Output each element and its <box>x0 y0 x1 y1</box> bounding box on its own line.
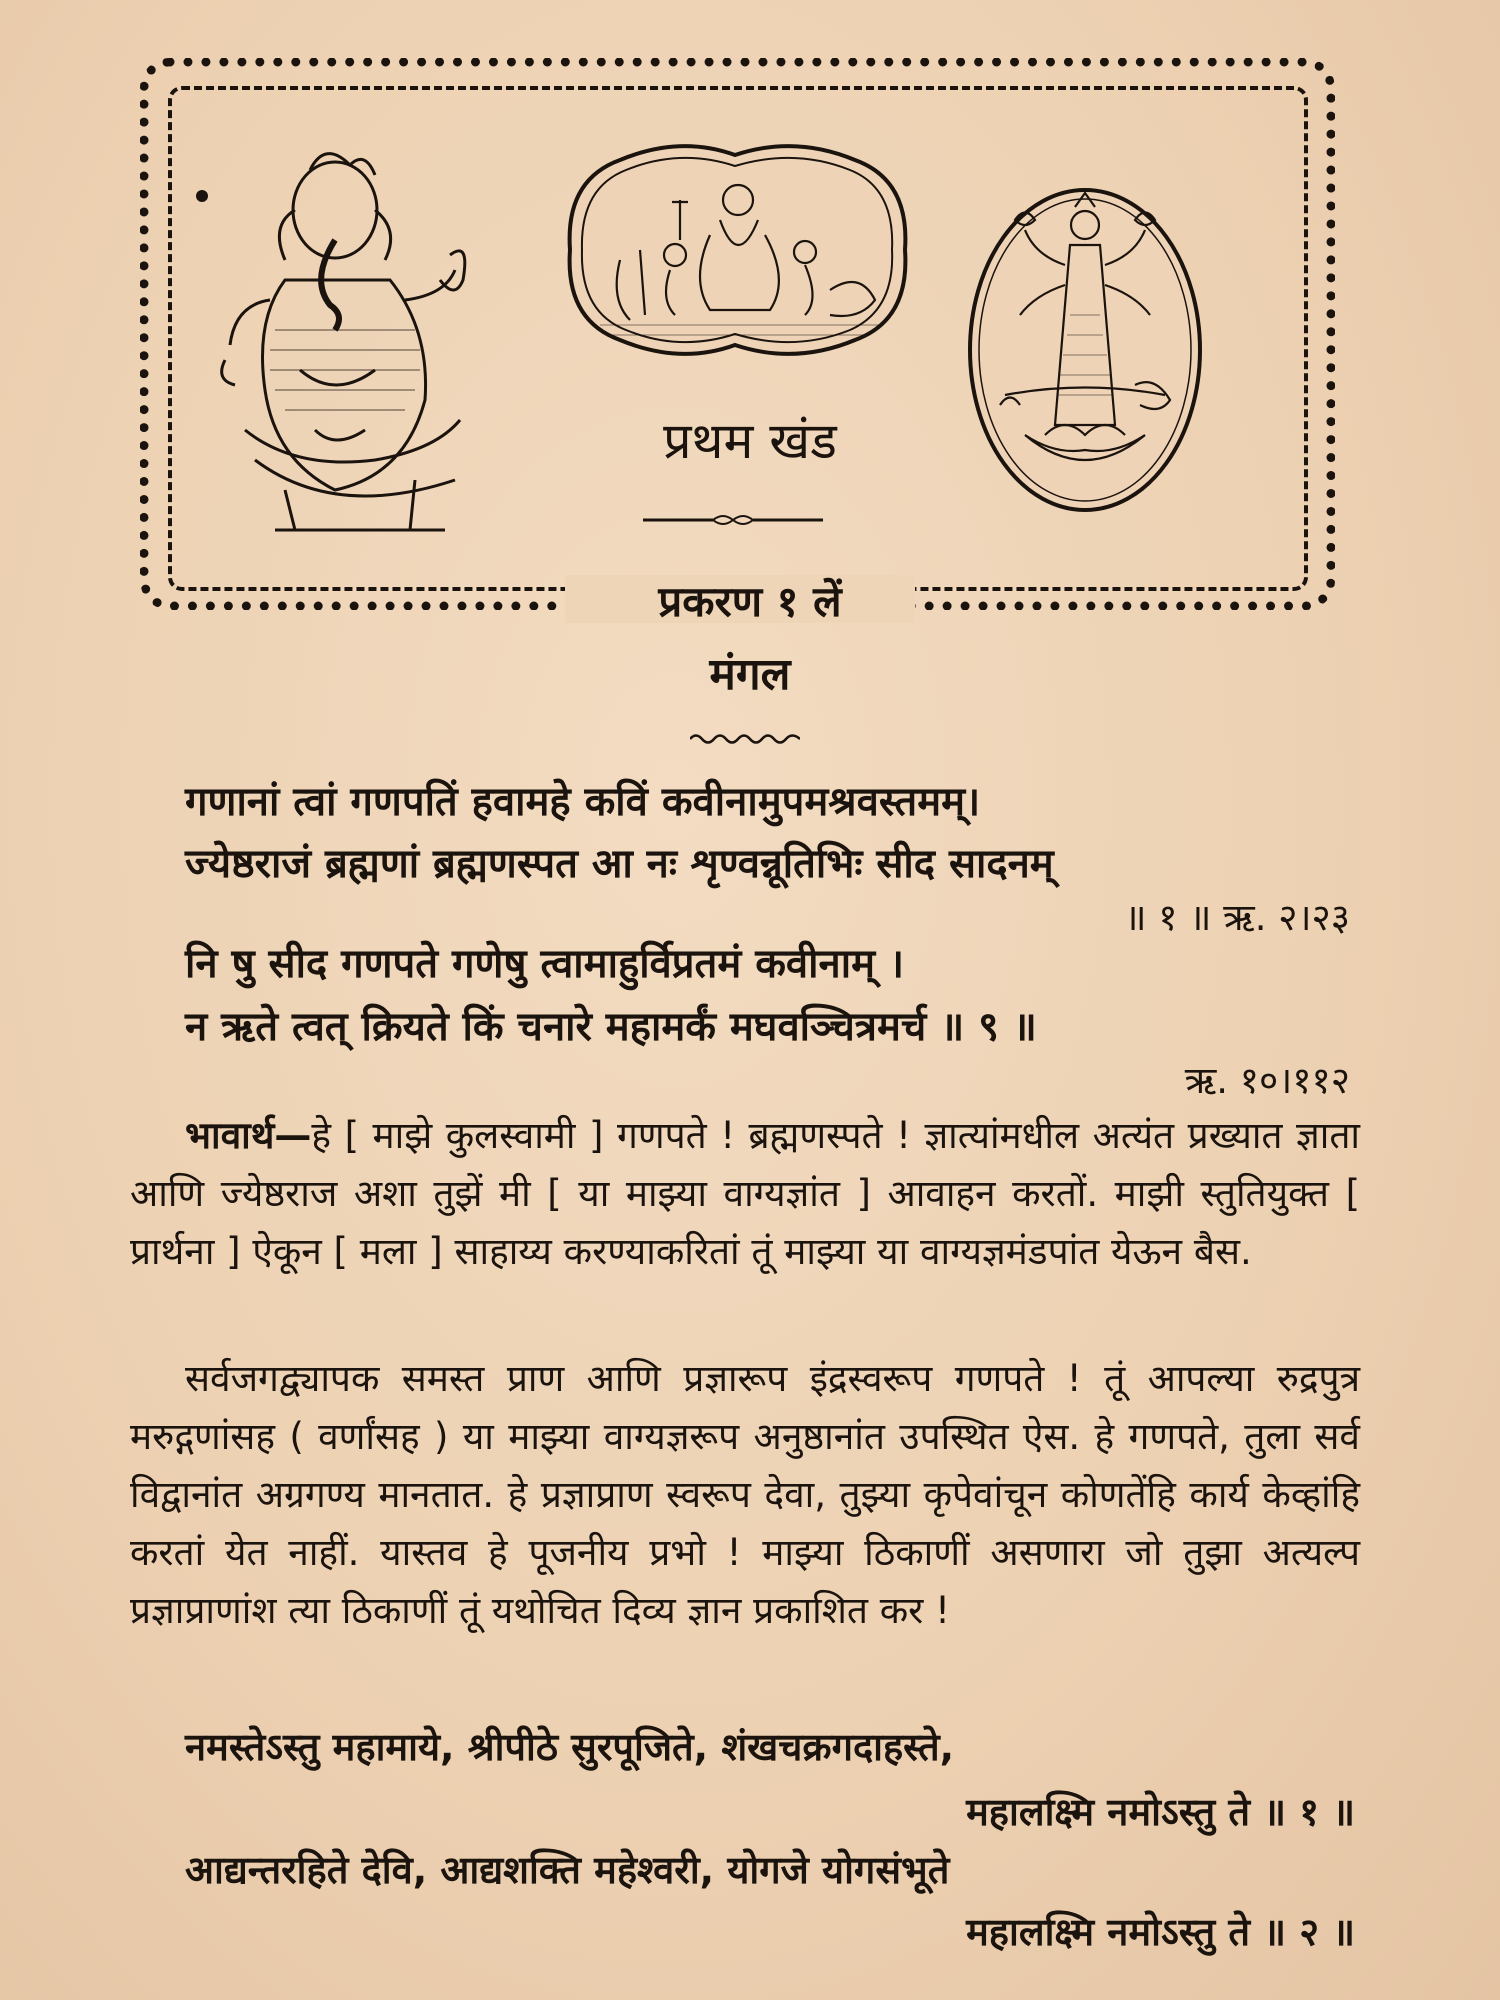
verse-reference-2: ऋ. १०।११२ <box>1184 1059 1350 1102</box>
stotra-line-1: नमस्तेऽस्तु महामाये, श्रीपीठे सुरपूजिते, शंखचक्रगदाहस्ते, <box>185 1725 955 1769</box>
bhavartha-lead: भावार्थ— <box>185 1114 312 1157</box>
verse-line-4: न ऋते त्वत् क्रियते किं चनारे महामर्कं मघवञ्चित्रमर्च ॥ ९ ॥ <box>185 1004 1037 1050</box>
stotra-line-2: आद्यन्तरहिते देवि, आद्यशक्ति महेश्वरी, योगजे योगसंभूते <box>185 1848 950 1892</box>
bhavartha-paragraph-2: सर्वजगद्व्यापक समस्त प्राण आणि प्रज्ञारूप इंद्रस्वरूप गणपते ! तूं आपल्या रुद्रपुत्र मरुद्गणांसह ( वर्णांसह ) या माझ्या वाग्यज्ञरूप अनुष्ठानांत उपस्थित ऐस. हे गणपते, तुला सर्व विद्वानांत अग्रगण्य मानतात. हे प्रज्ञाप्राण स्वरूप देवा, तुझ्या कृपेवांचून कोणतेंहि कार्य केव्हांहि करतां येत नाहीं. यास्तव हे पूजनीय प्रभो ! माझ्या ठिकाणीं असणारा जो तुझा अत्यल्प प्रज्ञाप्राणांश त्या ठिकाणीं तूं यथोचित दिव्य ज्ञान प्रकाशित कर ! <box>130 1357 1360 1632</box>
verse-line-1: गणानां त्वां गणपतिं हवामहे कविं कवीनामुपमश्रवस्तमम्। <box>185 779 981 825</box>
verse-line-2: ज्येष्ठराजं ब्रह्मणां ब्रह्मणस्पत आ नः शृण्वन्नूतिभिः सीद सादनम् <box>185 841 1054 887</box>
bhavartha-text-1: हे [ माझे कुलस्वामी ] गणपते ! ब्रह्मणस्पते ! ज्ञात्यांमधील अत्यंत प्रख्यात ज्ञाता आणि ज्येष्ठराज अशा तुझें मी [ या माझ्या वाग्यज्ञांत ] आवाहन करतों. माझी स्तुतियुक्त [ प्रार्थना ] ऐकून [ मला ] साहाय्य करण्याकरितां तूं माझ्या या वाग्यज्ञमंडपांत येऊन बैस. <box>130 1114 1360 1273</box>
title-underline-ornament <box>690 732 800 746</box>
prakaran-title: प्रकरण १ लें <box>658 577 842 626</box>
bhavartha-paragraph-1 <box>130 1107 1360 1281</box>
heading-ornament <box>643 510 823 530</box>
khand-title: प्रथम खंड <box>663 412 837 470</box>
ink-dot <box>196 190 208 202</box>
chapter-title: मंगल <box>709 649 791 700</box>
verse-line-3: नि षु सीद गणपते गणेषु त्वामाहुर्विप्रतमं कवीनाम् । <box>185 941 905 987</box>
stotra-refrain-1: महालक्ष्मि नमोऽस्तु ते ॥ १ ॥ <box>966 1790 1355 1834</box>
shiva-family-medallion <box>560 140 915 360</box>
ganesha-figure <box>215 130 485 540</box>
stotra-refrain-2: महालक्ष्मि नमोऽस्तु ते ॥ २ ॥ <box>966 1910 1355 1954</box>
verse-reference-1: ॥ १ ॥ ऋ. २।२३ <box>1124 896 1350 939</box>
